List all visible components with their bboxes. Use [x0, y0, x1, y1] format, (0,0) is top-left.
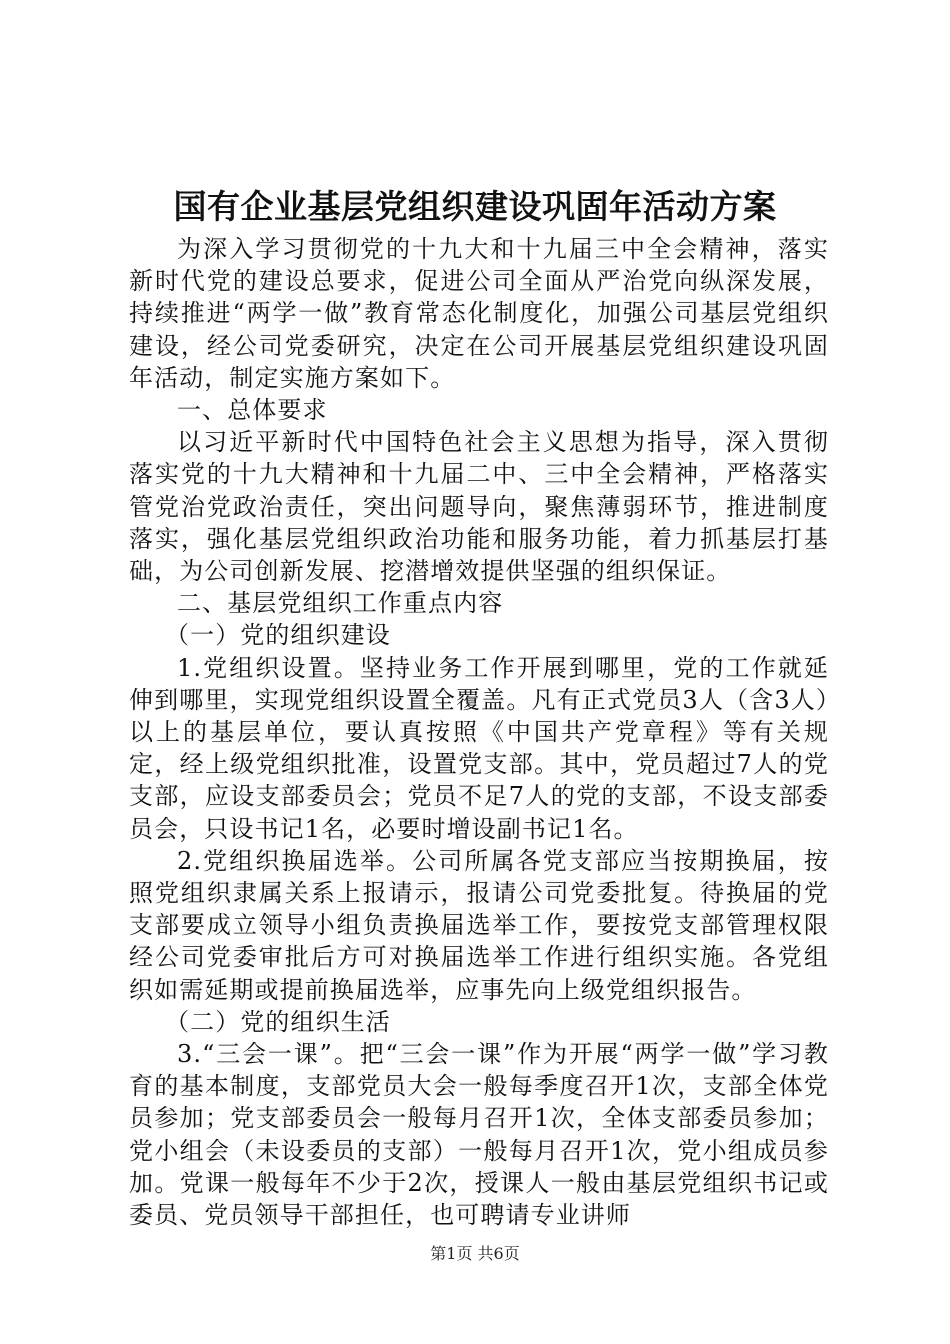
page-footer: 第1页 共6页 — [430, 1244, 520, 1263]
item-organization-setup: 1.党组织设置。坚持业务工作开展到哪里，党的工作就延伸到哪里，实现党组织设置全覆盖。凡有正式党员3人（含3人）以上的基层单位，要认真按照《中国共产党章程》等有关规定，经上级党组织批准，设置党支部。其中，党员超过7人的党支部，应设支部委员会；党员不足7人的党的支部，不设支部委员会，只设书记1名，必要时增设副书记1名。 — [129, 653, 829, 843]
general-requirements-paragraph: 以习近平新时代中国特色社会主义思想为指导，深入贯彻落实党的十九大精神和十九届二中、三中全会精神，严格落实管党治党政治责任，突出问题导向，聚焦薄弱环节，推进制度落实，强化基层党组织政治功能和服务功能，着力抓基层打基础，为公司创新发展、挖潜增效提供坚强的组织保证。 — [129, 428, 829, 586]
document-body — [129, 233, 829, 1231]
document-title: 国有企业基层党组织建设巩固年活动方案 — [173, 187, 777, 226]
subsection-heading-organization-building: （一）党的组织建设 — [165, 621, 391, 650]
item-election: 2.党组织换届选举。公司所属各党支部应当按期换届，按照党组织隶属关系上报请示，报请公司党委批复。待换届的党支部要成立领导小组负责换届选举工作，要按党支部管理权限经公司党委审批后方可对换届选举工作进行组织实施。各党组织如需延期或提前换届选举，应事先向上级党组织报告。 — [129, 846, 829, 1004]
intro-paragraph: 为深入学习贯彻党的十九大和十九届三中全会精神，落实新时代党的建设总要求，促进公司全面从严治党向纵深发展，持续推进“两学一做”教育常态化制度化，加强公司基层党组织建设，经公司党委研究，决定在公司开展基层党组织建设巩固年活动，制定实施方案如下。 — [129, 235, 829, 392]
section-heading-general-requirements: 一、总体要求 — [177, 396, 328, 425]
section-heading-key-work: 二、基层党组织工作重点内容 — [177, 589, 504, 618]
item-three-meetings-one-lesson: 3.“三会一课”。把“三会一课”作为开展“两学一做”学习教育的基本制度，支部党员大会一般每季度召开1次，支部全体党员参加；党支部委员会一般每月召开1次，全体支部委员参加；党小组会（未设委员的支部）一般每月召开1次，党小组成员参加。党课一般每年不少于2次，授课人一般由基层党组织书记或委员、党员领导干部担任，也可聘请专业讲师 — [129, 1040, 829, 1230]
subsection-heading-organization-life: （二）党的组织生活 — [165, 1007, 391, 1036]
